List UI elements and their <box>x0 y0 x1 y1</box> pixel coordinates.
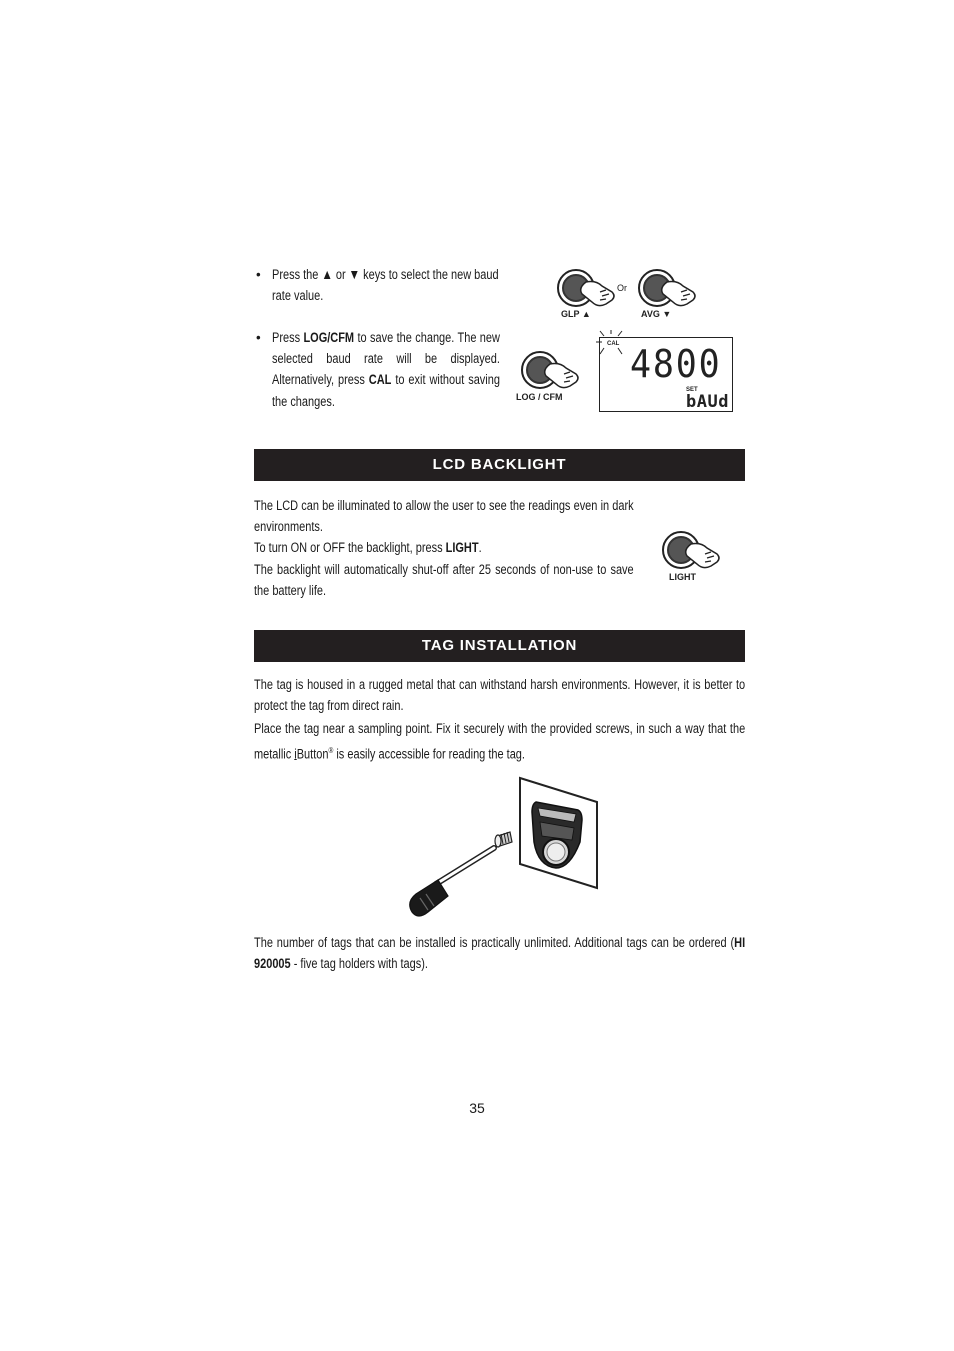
backlight-paragraph-1: The LCD can be illuminated to allow the user to see the readings even in dark environments. <box>254 498 634 535</box>
bullet-dot: • <box>256 330 261 345</box>
lcd-sub-value: bAUd <box>686 392 729 412</box>
finger-press-icon <box>520 350 584 390</box>
bullet-dot: • <box>256 267 261 282</box>
or-label: Or <box>617 283 627 293</box>
tag-paragraph-2: Place the tag near a sampling point. Fix it securely with the provided screws, in such a way that the metallic iButton® is easily accessible for reading the tag. <box>254 721 746 762</box>
lcd-cal-tag: CAL <box>607 341 620 347</box>
tag-paragraph-3: The number of tags that can be installed is practically unlimited. Additional tags can be ordered (HI 920005 - five tag holders with tags). <box>254 935 746 972</box>
light-key-name: LIGHT <box>445 540 479 556</box>
section-heading-lcd-backlight: LCD BACKLIGHT <box>254 449 745 481</box>
up-arrow-icon: ▲ <box>321 266 333 282</box>
finger-press-icon <box>556 268 620 308</box>
lcd-set-tag: SET <box>686 387 698 393</box>
section-heading-tag-installation: TAG INSTALLATION <box>254 630 745 662</box>
cal-key-name: CAL <box>368 372 392 388</box>
avg-label: AVG ▼ <box>641 309 672 319</box>
page-number: 35 <box>469 1100 485 1116</box>
log-cfm-button-illustration <box>520 350 584 390</box>
glp-up-button-illustration <box>556 268 620 308</box>
light-label: LIGHT <box>669 572 696 582</box>
avg-down-button-illustration <box>637 268 701 308</box>
ibutton-i: i <box>294 746 297 762</box>
finger-press-icon <box>637 268 701 308</box>
registered-mark: ® <box>328 745 334 755</box>
screwdriver-and-tag-icon <box>398 776 600 920</box>
tag-installation-illustration <box>398 776 600 920</box>
down-arrow-icon: ▼ <box>348 266 361 282</box>
bullet-text: Press LOG/CFM to save the change. The new selected baud rate will be displayed. Alternatively, press CAL to exit without saving the changes. <box>272 330 500 409</box>
backlight-text <box>254 495 634 601</box>
lcd-display <box>599 337 733 412</box>
light-button-illustration <box>661 530 725 570</box>
backlight-paragraph-3: The backlight will automatically shut-off after 25 seconds of non-use to save the battery life. <box>254 561 634 598</box>
backlight-paragraph-2: To turn ON or OFF the backlight, press LIGHT. <box>254 540 482 556</box>
tag-paragraph-1: The tag is housed in a rugged metal that can withstand harsh environments. However, it is better to protect the tag from direct rain. <box>254 677 746 714</box>
tag-text <box>254 674 745 764</box>
log-cfm-key-name: LOG/CFM <box>303 330 355 345</box>
glp-label: GLP ▲ <box>561 309 591 319</box>
order-code: HI 920005 <box>254 935 746 972</box>
bullet-text: Press the ▲ or ▼ keys to select the new baud rate value. <box>272 266 499 304</box>
lcd-main-value: 4800 <box>630 342 722 386</box>
log-cfm-label: LOG / CFM <box>516 392 563 402</box>
finger-press-icon <box>661 530 725 570</box>
